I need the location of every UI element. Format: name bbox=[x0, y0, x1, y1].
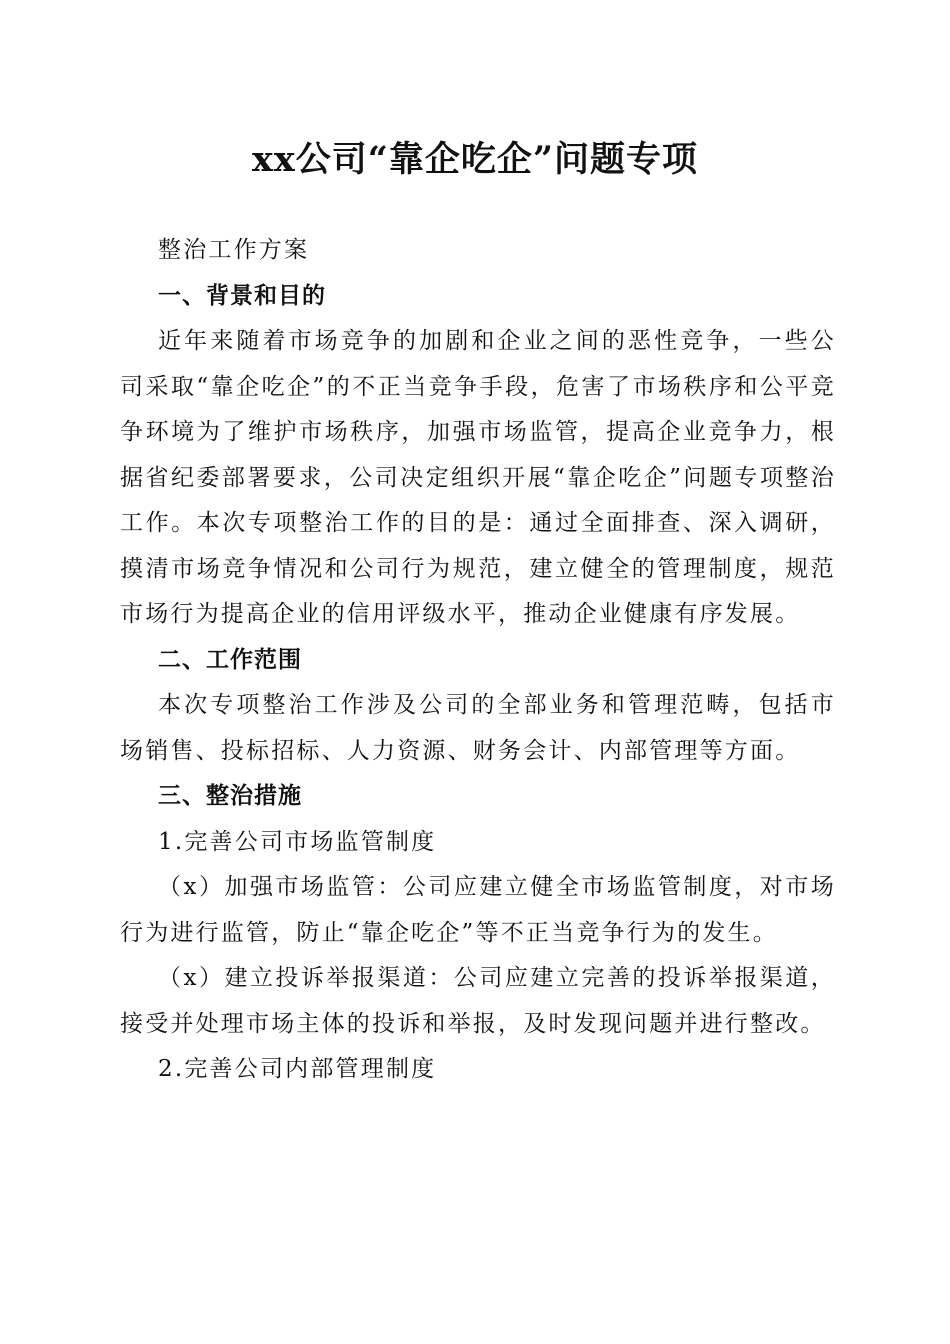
section-heading-scope: 二、工作范围 bbox=[158, 646, 302, 673]
measure-paragraph-supervision: （x）加强市场监管：公司应建立健全市场监管制度，对市场行为进行监管，防止“靠企吃企”等不正当竞争行为的发生。 bbox=[120, 874, 836, 946]
subsection-heading-internal-management: 2.完善公司内部管理制度 bbox=[158, 1056, 437, 1082]
section-paragraph-scope: 本次专项整治工作涉及公司的全部业务和管理范畴，包括市场销售、投标招标、人力资源、财务会计、内部管理等方面。 bbox=[120, 692, 836, 764]
section-heading-background: 一、背景和目的 bbox=[158, 282, 326, 309]
subsection-heading-market-supervision: 1.完善公司市场监管制度 bbox=[158, 828, 437, 855]
section-heading-measures: 三、整治措施 bbox=[158, 783, 302, 809]
measure-paragraph-complaints: （x）建立投诉举报渠道：公司应建立完善的投诉举报渠道，接受并处理市场主体的投诉和举报，及时发现问题并进行整改。 bbox=[120, 965, 836, 1037]
document-title: xx公司“靠企吃企”问题专项 bbox=[252, 139, 698, 180]
section-paragraph-background: 近年来随着市场竞争的加剧和企业之间的恶性竞争，一些公司采取“靠企吃企”的不正当竞争手段，危害了市场秩序和公平竞争环境为了维护市场秩序，加强市场监管，提高企业竞争力，根据省纪委部署要求，公司决定组织开展“靠企吃企”问题专项整治工作。本次专项整治工作的目的是：通过全面排查、深入调研，摸清市场竞争情况和公司行为规范，建立健全的管理制度，规范市场行为提高企业的信用评级水平，推动企业健康有序发展。 bbox=[120, 328, 836, 627]
document-subtitle: 整治工作方案 bbox=[158, 237, 310, 263]
document-body bbox=[120, 228, 836, 1093]
